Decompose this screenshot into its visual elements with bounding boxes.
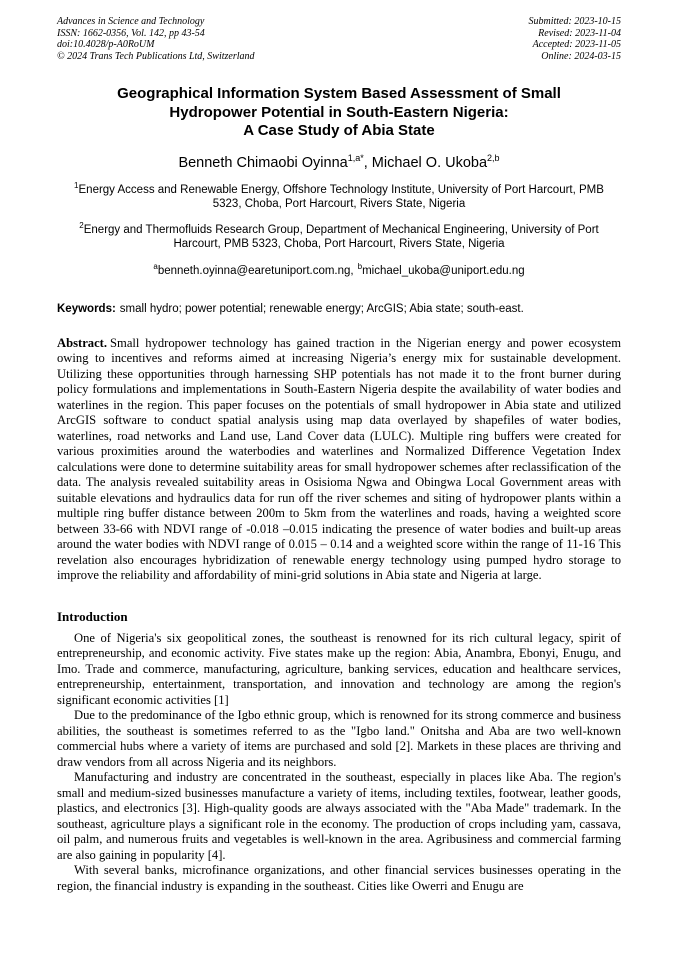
keywords-line: [57, 302, 621, 316]
author-2-superscript: 2,b: [487, 152, 500, 163]
journal-name: Advances in Science and Technology: [57, 16, 205, 27]
submitted-date: Submitted: 2023-10-15: [528, 16, 621, 27]
affiliation-2-text: Energy and Thermofluids Research Group, Department of Mechanical Engineering, University of Port Harcourt, PMB 5323, Choba, Port Harcourt, Rivers State, Nigeria: [83, 223, 599, 250]
affiliation-2: [57, 219, 621, 251]
title-line-3: A Case Study of Abia State: [243, 122, 435, 139]
paper-title: [57, 85, 621, 141]
keywords-text: small hydro; power potential; renewable energy; ArcGIS; Abia state; south-east.: [119, 302, 524, 315]
email-b-superscript: b: [357, 261, 363, 271]
abstract-text: Small hydropower technology has gained traction in the Nigerian energy and power ecosystem owing to incentives and reforms aimed at increasing Nigeria’s energy mix for sustainable development. Utilizing these opportunities through harnessing SHP potentials has not made it to the front burner during policy formulations and implementations in South-Eastern Nigeria despite the availability of water bodies and waterlines in the region. This paper focuses on the potentials of small hydropower in Abia state and utilized ArcGIS software to conduct spatial analysis using map data overlayed by shapefiles of water bodies, waterlines, road networks and Land use, Land Cover data (LULC). Multiple ring buffers were created for various proximities around the waterbodies and waterlines and Normalized Difference Vegetation Index calculations were done to determine suitability areas for small hydropower schemes after reclassification of the data. The analysis revealed suitability areas in Osisioma Ngwa and Obingwa Local Government areas with suitable elevations and hydraulics data for run off the river schemes and siting of hydropower plants within a multiple ring buffer distance between 200m to 5km from the waterlines and roads, having a weighted score between 33-66 with NDVI range of -0.018 –0.015 indicating the presence of water bodies and built-up areas around the water bodies with NDVI range of 0.015 – 0.14 and a weighted score within the range of 11-16 This revelation also encourages hybridization of renewable energy technology using pumped hydro storage to improve the reliability and affordability of mini-grid solutions in Abia state and Nigeria at large.: [57, 335, 621, 583]
intro-paragraph-4: With several banks, microfinance organizations, and other financial services businesses operating in the region, the financial industry is expanding in the southeast. Cities like Owerri and Enugu are: [57, 863, 621, 893]
email-b: michael_ukoba@uniport.edu.ng: [362, 264, 525, 277]
intro-paragraph-1: One of Nigeria's six geopolitical zones, the southeast is renowned for its rich cultural legacy, spirit of entrepreneurship, and economic activity. Five states make up the region: Abia, Anambra, Ebonyi, Enugu, and Imo. Trade and commerce, manufacturing, agriculture, banking services, education and healthcare services, entrepreneurship, entertainment, transportation, and innovation and technology are among the region's significant economic activities [1]: [57, 630, 621, 707]
abstract-label: Abstract.: [57, 335, 108, 350]
affiliation-1-text: Energy Access and Renewable Energy, Offshore Technology Institute, University of Port Harcourt, PMB 5323, Choba, Port Harcourt, Rivers State, Nigeria: [78, 184, 604, 211]
journal-header: [57, 16, 621, 62]
intro-paragraph-3: Manufacturing and industry are concentrated in the southeast, especially in places like Aba. The region's small and medium-sized businesses manufacture a variety of items, including textiles, footwear, leather goods, plastics, and electronics [3]. High-quality goods are always associated with the "Aba Made" trademark. In the southeast, agriculture plays a significant role in the economy. The production of crops including yam, cassava, oil palm, and numerous fruits and vegetables is well-known in the area. Agribusiness and commercial farming are also gaining in popularity [4].: [57, 770, 621, 862]
authors-separator: ,: [363, 154, 372, 171]
author-1-name: Benneth Chimaobi Oyinna: [178, 154, 348, 171]
accepted-date: Accepted: 2023-11-05: [532, 39, 621, 50]
journal-info: [57, 16, 255, 62]
authors-line: [57, 150, 621, 172]
affiliation-2-superscript: 2: [79, 221, 84, 231]
author-2-name: Michael O. Ukoba: [371, 154, 488, 171]
affiliation-1: [57, 179, 621, 211]
doi: doi:10.4028/p-A0RoUM: [57, 39, 155, 50]
introduction-heading: Introduction: [57, 608, 128, 624]
author-1-superscript: 1,a*: [347, 152, 364, 163]
online-date: Online: 2024-03-15: [541, 50, 621, 62]
dates-info: [529, 16, 622, 62]
keywords-label: Keywords:: [57, 302, 116, 315]
issn-volume-pages: ISSN: 1662-0356, Vol. 142, pp 43-54: [57, 27, 205, 39]
affiliation-1-superscript: 1: [74, 181, 79, 191]
revised-date: Revised: 2023-11-04: [538, 27, 621, 39]
copyright-line: © 2024 Trans Tech Publications Ltd, Switzerland: [57, 50, 255, 62]
author-emails: [57, 260, 621, 278]
intro-paragraph-2: Due to the predominance of the Igbo ethnic group, which is renowned for its strong commerce and business abilities, the southeast is sometimes referred to as the "Igbo land." Onitsha and Aba are two well-known commercial hubs where a variety of items are purchased and sold [2]. Markets in these places are thriving and draw vendors from all across Nigeria and its neighbors.: [57, 708, 621, 769]
abstract: [57, 336, 621, 584]
title-line-1: Geographical Information System Based Assessment of Small: [117, 85, 561, 102]
title-line-2: Hydropower Potential in South-Eastern Nigeria:: [169, 103, 509, 121]
email-a: benneth.oyinna@earetuniport.com.ng,: [157, 264, 354, 277]
email-a-superscript: a: [153, 261, 158, 271]
